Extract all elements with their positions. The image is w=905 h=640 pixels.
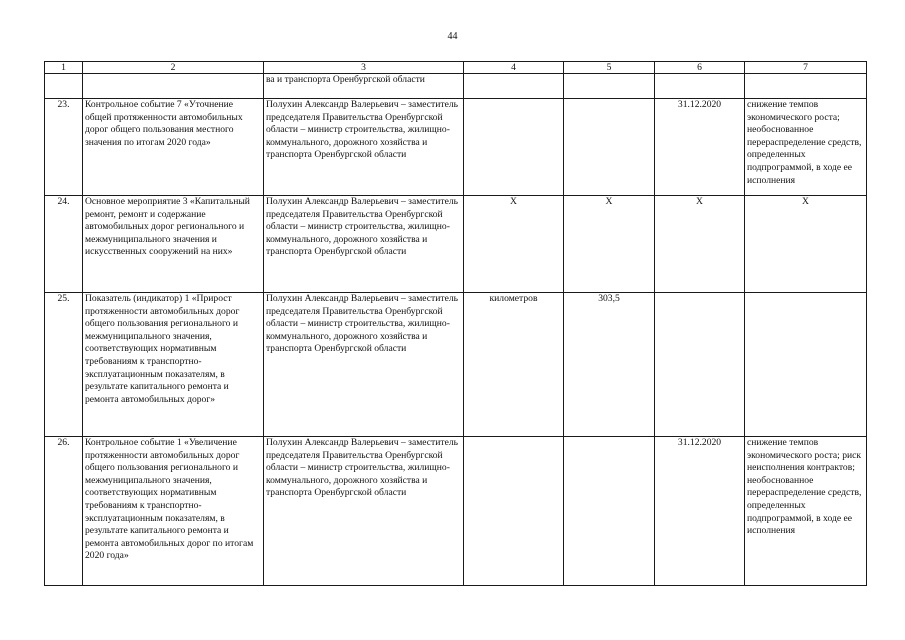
column-header: 5 <box>564 62 655 74</box>
event-cell: Контрольное событие 7 «Уточнение общей протяженности автомобильных дорог общего пользования местного значения по итогам 2020 года» <box>83 99 264 196</box>
page-number: 44 <box>447 31 458 42</box>
value-cell: 303,5 <box>564 293 655 437</box>
event-cell: Основное мероприятие 3 «Капитальный ремонт, ремонт и содержание автомобильных дорог регионального и межмуниципального значения и искусственных сооружений на них» <box>83 196 264 293</box>
unit-cell <box>464 437 564 586</box>
unit-cell <box>464 74 564 99</box>
row-number: 24. <box>45 196 83 293</box>
event-cell <box>83 74 264 99</box>
risk-cell: снижение темпов экономического роста; необоснованное перераспределение средств, определенных подпрограммой, в ходе ее исполнения <box>745 99 867 196</box>
unit-cell <box>464 99 564 196</box>
unit-cell: километров <box>464 293 564 437</box>
value-cell <box>564 74 655 99</box>
row-number <box>45 74 83 99</box>
date-cell: Х <box>655 196 745 293</box>
column-header: 6 <box>655 62 745 74</box>
column-number-row <box>45 62 867 74</box>
date-cell: 31.12.2020 <box>655 99 745 196</box>
responsible-cell: Полухин Александр Валерьевич – заместитель председателя Правительства Оренбургской области – министр строительства, жилищно-коммунального, дорожного хозяйства и транспорта Оренбургской области <box>264 196 464 293</box>
column-header: 1 <box>45 62 83 74</box>
row-number: 26. <box>45 437 83 586</box>
event-cell: Показатель (индикатор) 1 «Прирост протяженности автомобильных дорог общего пользования регионального и межмуниципального значения, соответствующих нормативным требованиям к транспортно-эксплуатационным показателям, в результате капитального ремонта и ремонта автомобильных дорог» <box>83 293 264 437</box>
risk-cell: снижение темпов экономического роста; риск неисполнения контрактов; необоснованное перераспределение средств, определенных подпрограммой, в ходе ее исполнения <box>745 437 867 586</box>
table-row <box>45 293 867 437</box>
value-cell: Х <box>564 196 655 293</box>
responsible-cell: Полухин Александр Валерьевич – заместитель председателя Правительства Оренбургской области – министр строительства, жилищно-коммунального, дорожного хозяйства и транспорта Оренбургской области <box>264 293 464 437</box>
row-number: 25. <box>45 293 83 437</box>
column-header: 7 <box>745 62 867 74</box>
plan-table <box>44 61 867 586</box>
date-cell <box>655 293 745 437</box>
date-cell: 31.12.2020 <box>655 437 745 586</box>
table-row <box>45 196 867 293</box>
value-cell <box>564 437 655 586</box>
responsible-cell: Полухин Александр Валерьевич – заместитель председателя Правительства Оренбургской области – министр строительства, жилищно-коммунального, дорожного хозяйства и транспорта Оренбургской области <box>264 99 464 196</box>
column-header: 2 <box>83 62 264 74</box>
table-row-continuation <box>45 74 867 99</box>
risk-cell: Х <box>745 196 867 293</box>
responsible-cell: ва и транспорта Оренбургской области <box>264 74 464 99</box>
risk-cell <box>745 74 867 99</box>
column-header: 3 <box>264 62 464 74</box>
risk-cell <box>745 293 867 437</box>
unit-cell: Х <box>464 196 564 293</box>
date-cell <box>655 74 745 99</box>
table-row <box>45 437 867 586</box>
event-cell: Контрольное событие 1 «Увеличение протяженности автомобильных дорог общего пользования регионального и межмуниципального значения, соответствующих нормативным требованиям к транспортно-эксплуатационным показателям, в результате капитального ремонта и ремонта автомобильных дорог по итогам 2020 года» <box>83 437 264 586</box>
table-row <box>45 99 867 196</box>
responsible-cell: Полухин Александр Валерьевич – заместитель председателя Правительства Оренбургской области – министр строительства, жилищно-коммунального, дорожного хозяйства и транспорта Оренбургской области <box>264 437 464 586</box>
column-header: 4 <box>464 62 564 74</box>
value-cell <box>564 99 655 196</box>
row-number: 23. <box>45 99 83 196</box>
